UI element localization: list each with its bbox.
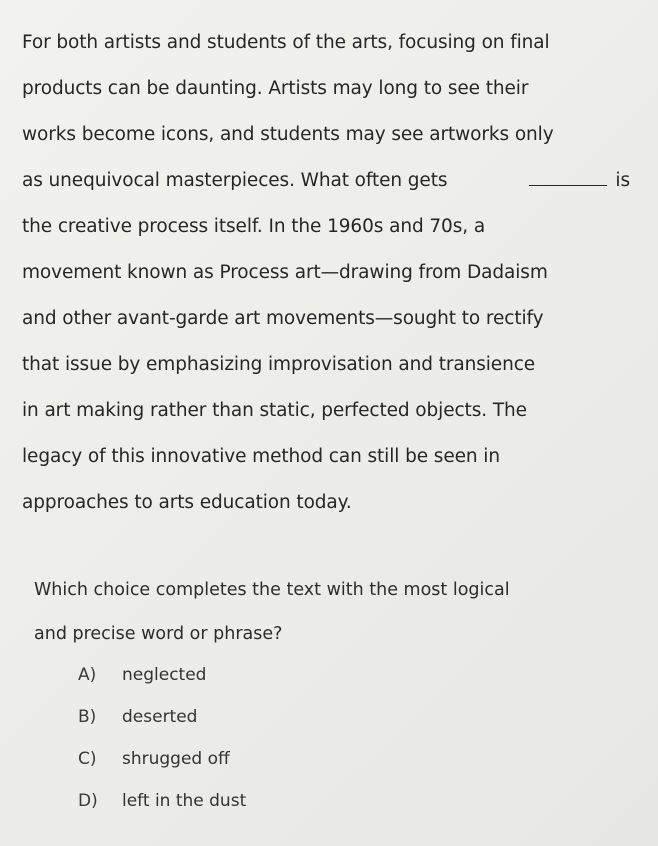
choice-c[interactable] [78, 738, 478, 780]
choice-letter: A) [78, 665, 97, 685]
passage-line-part: as unequivocal masterpieces. What often gets [22, 170, 448, 191]
passage-line: approaches to arts education today. [22, 492, 352, 513]
question-prompt [34, 568, 624, 656]
choice-d[interactable] [78, 780, 478, 822]
passage-line: For both artists and students of the arts, focusing on final [22, 32, 550, 53]
passage-line: movement known as Process art—drawing from Dadaism [22, 262, 548, 283]
choice-text: shrugged off [122, 749, 230, 769]
choice-text: deserted [122, 707, 198, 727]
passage-line: and other avant-garde art movements—sought to rectify [22, 308, 544, 329]
choice-letter: C) [78, 749, 97, 769]
choice-b[interactable] [78, 696, 478, 738]
choice-text: left in the dust [122, 791, 247, 811]
choice-text: neglected [122, 665, 207, 685]
passage-line-part: is [615, 170, 630, 191]
passage-line: products can be daunting. Artists may long to see their [22, 78, 529, 99]
choice-letter: D) [78, 791, 98, 811]
passage-line-with-blank [22, 158, 630, 204]
passage-line: in art making rather than static, perfected objects. The [22, 400, 527, 421]
answer-choices [78, 654, 478, 822]
blank-group [521, 158, 630, 204]
passage-line: legacy of this innovative method can still be seen in [22, 446, 500, 467]
passage-line: that issue by emphasizing improvisation and transience [22, 354, 536, 375]
passage-line: works become icons, and students may see artworks only [22, 124, 554, 145]
choice-letter: B) [78, 707, 97, 727]
answer-blank [529, 171, 607, 186]
passage-line: the creative process itself. In the 1960s and 70s, a [22, 216, 486, 237]
passage-text [22, 20, 630, 526]
question-line: Which choice completes the text with the most logical [34, 580, 510, 600]
question-line: and precise word or phrase? [34, 624, 283, 644]
choice-a[interactable] [78, 654, 478, 696]
